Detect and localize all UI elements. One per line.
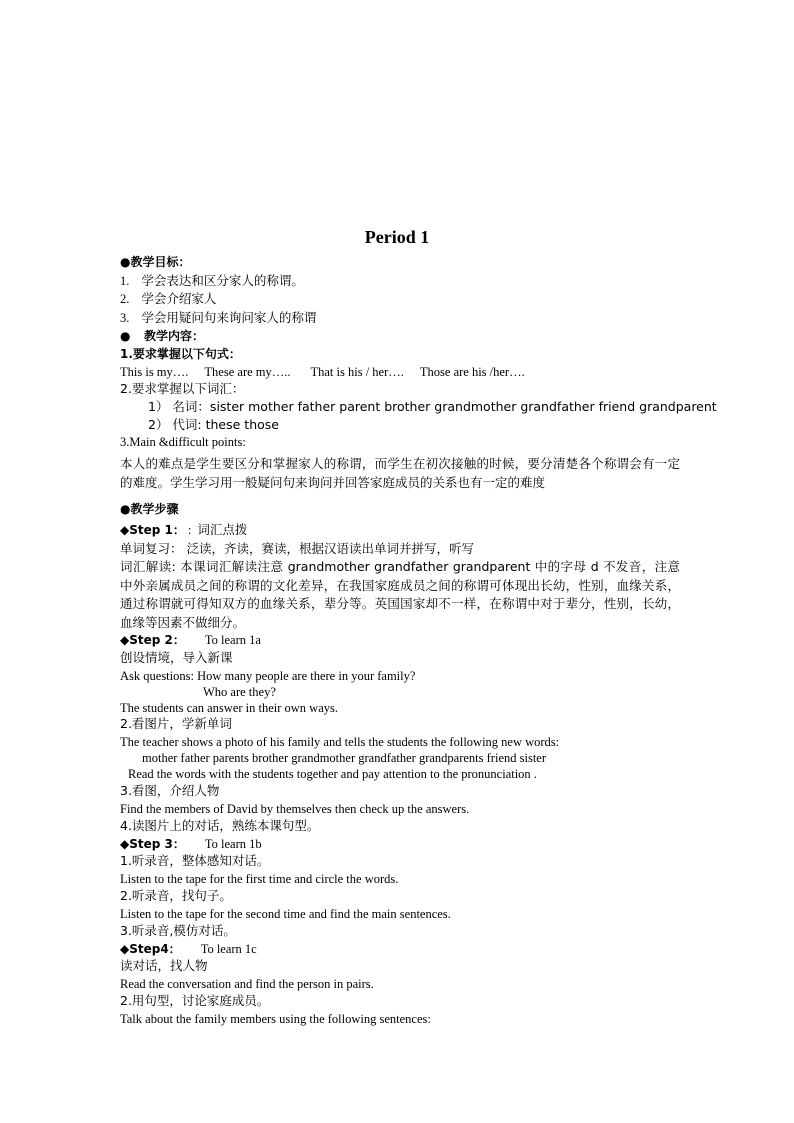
step-label: ◆Step4： xyxy=(120,942,181,956)
objective-item xyxy=(120,273,304,289)
step2-teacher: The teacher shows a photo of his family and tells the students the following new words: xyxy=(120,735,560,749)
step2-find: Find the members of David by themselves then check up the answers. xyxy=(120,802,470,816)
step4-part2: 2.用句型，讨论家庭成员。 xyxy=(120,993,270,1008)
step-title: To learn 1b xyxy=(204,837,262,851)
step2-read: Read the words with the students together and pay attention to the pronunciation . xyxy=(128,767,537,781)
step4-header xyxy=(120,941,257,957)
step2-answer: The students can answer in their own ways. xyxy=(120,701,338,715)
step-label: ◆Step 1： xyxy=(120,523,185,537)
content-heading xyxy=(120,328,204,344)
sentence-pattern: This is my…. xyxy=(120,365,189,379)
objective-text: 学会表达和区分家人的称谓。 xyxy=(141,273,304,288)
step2-part4: 4.读图片上的对话，熟练本课句型。 xyxy=(120,818,320,833)
step-label: ◆Step 2： xyxy=(120,633,185,647)
sentence-pattern: These are my….. xyxy=(204,365,291,379)
step2-header xyxy=(120,632,261,648)
step2-part2: 2.看图片，学新单词 xyxy=(120,716,232,731)
step3-listen2: Listen to the tape for the second time and find the main sentences. xyxy=(120,907,451,921)
objective-number: 2. xyxy=(120,292,130,306)
step-title: 词汇点拨 xyxy=(197,522,248,537)
step2-words: mother father parents brother grandmother grandfather grandparents friend sister xyxy=(142,751,547,765)
sentence-patterns-label: 1.要求掌握以下句式： xyxy=(120,347,241,361)
difficulty-label: 3.Main &difficult points: xyxy=(120,435,246,449)
page-title: Period 1 xyxy=(364,227,430,247)
objective-text: 学会用疑问句来询问家人的称谓 xyxy=(141,310,317,325)
vocabulary-pronouns: 2） 代词: these those xyxy=(148,417,279,432)
sentence-pattern: That is his / her…. xyxy=(310,365,404,379)
step-title: To learn 1a xyxy=(204,633,261,647)
step2-intro: 创设情境，导入新课 xyxy=(120,650,233,665)
sentence-pattern: Those are his /her…. xyxy=(419,365,525,379)
step2-question1: Ask questions: How many people are there in your family? xyxy=(120,669,416,683)
step2-question2: Who are they? xyxy=(203,685,276,699)
step3-part1: 1.听录音，整体感知对话。 xyxy=(120,853,270,868)
vocabulary-nouns: 1） 名词：sister mother father parent brother grandmother grandfather friend grandparent xyxy=(148,399,717,414)
difficulty-paragraph: 本人的难点是学生要区分和掌握家人的称谓，而学生在初次接触的时候，要分清楚各个称谓会有一定的难度。学生学习用一般疑问句来询问并回答家庭成员的关系也有一定的难度 xyxy=(120,456,680,490)
sentence-patterns xyxy=(120,364,525,380)
step4-read: Read the conversation and find the person in pairs. xyxy=(120,977,374,991)
objective-item xyxy=(120,291,216,307)
objective-text: 学会介绍家人 xyxy=(141,291,217,306)
objective-item xyxy=(120,310,316,326)
step2-part3: 3.看图，介绍人物 xyxy=(120,783,220,798)
step-title: To learn 1c xyxy=(200,942,257,956)
bullet-icon: ● xyxy=(120,329,131,343)
step4-part1: 读对话，找人物 xyxy=(120,958,208,973)
steps-heading: ●教学步骤 xyxy=(120,502,179,516)
objective-number: 3. xyxy=(120,311,130,325)
objective-number: 1. xyxy=(120,274,130,288)
step3-part3: 3.听录音,模仿对话。 xyxy=(120,923,236,938)
vocabulary-label: 2.要求掌握以下词汇： xyxy=(120,381,245,396)
step-label: ◆Step 3： xyxy=(120,837,185,851)
step3-part2: 2.听录音，找句子。 xyxy=(120,888,232,903)
step1-review: 单词复习： 泛读，齐读，赛读，根据汉语读出单词并拼写，听写 xyxy=(120,541,474,556)
step1-header: ◆Step 1： : 词汇点拨 xyxy=(120,522,248,537)
step4-talk: Talk about the family members using the following sentences: xyxy=(120,1012,431,1026)
step3-listen1: Listen to the tape for the first time and circle the words. xyxy=(120,872,399,886)
step1-explanation: 词汇解读: 本课词汇解读注意 grandmother grandfather grandparent 中的字母 d 不发音，注意中外亲属成员之间的称谓的文化差异，在我国家庭成员之间的称谓可体现出长幼，性别，血缘关系，通过称谓就可得知双方的血缘关系，辈分等。英国国家却不一样，在称谓中对于辈分，性别，长幼，血缘等因素不做细分。 xyxy=(120,559,680,630)
step3-header xyxy=(120,836,262,852)
content-heading-text: 教学内容： xyxy=(144,329,205,343)
objectives-heading: ●教学目标： xyxy=(120,255,191,269)
